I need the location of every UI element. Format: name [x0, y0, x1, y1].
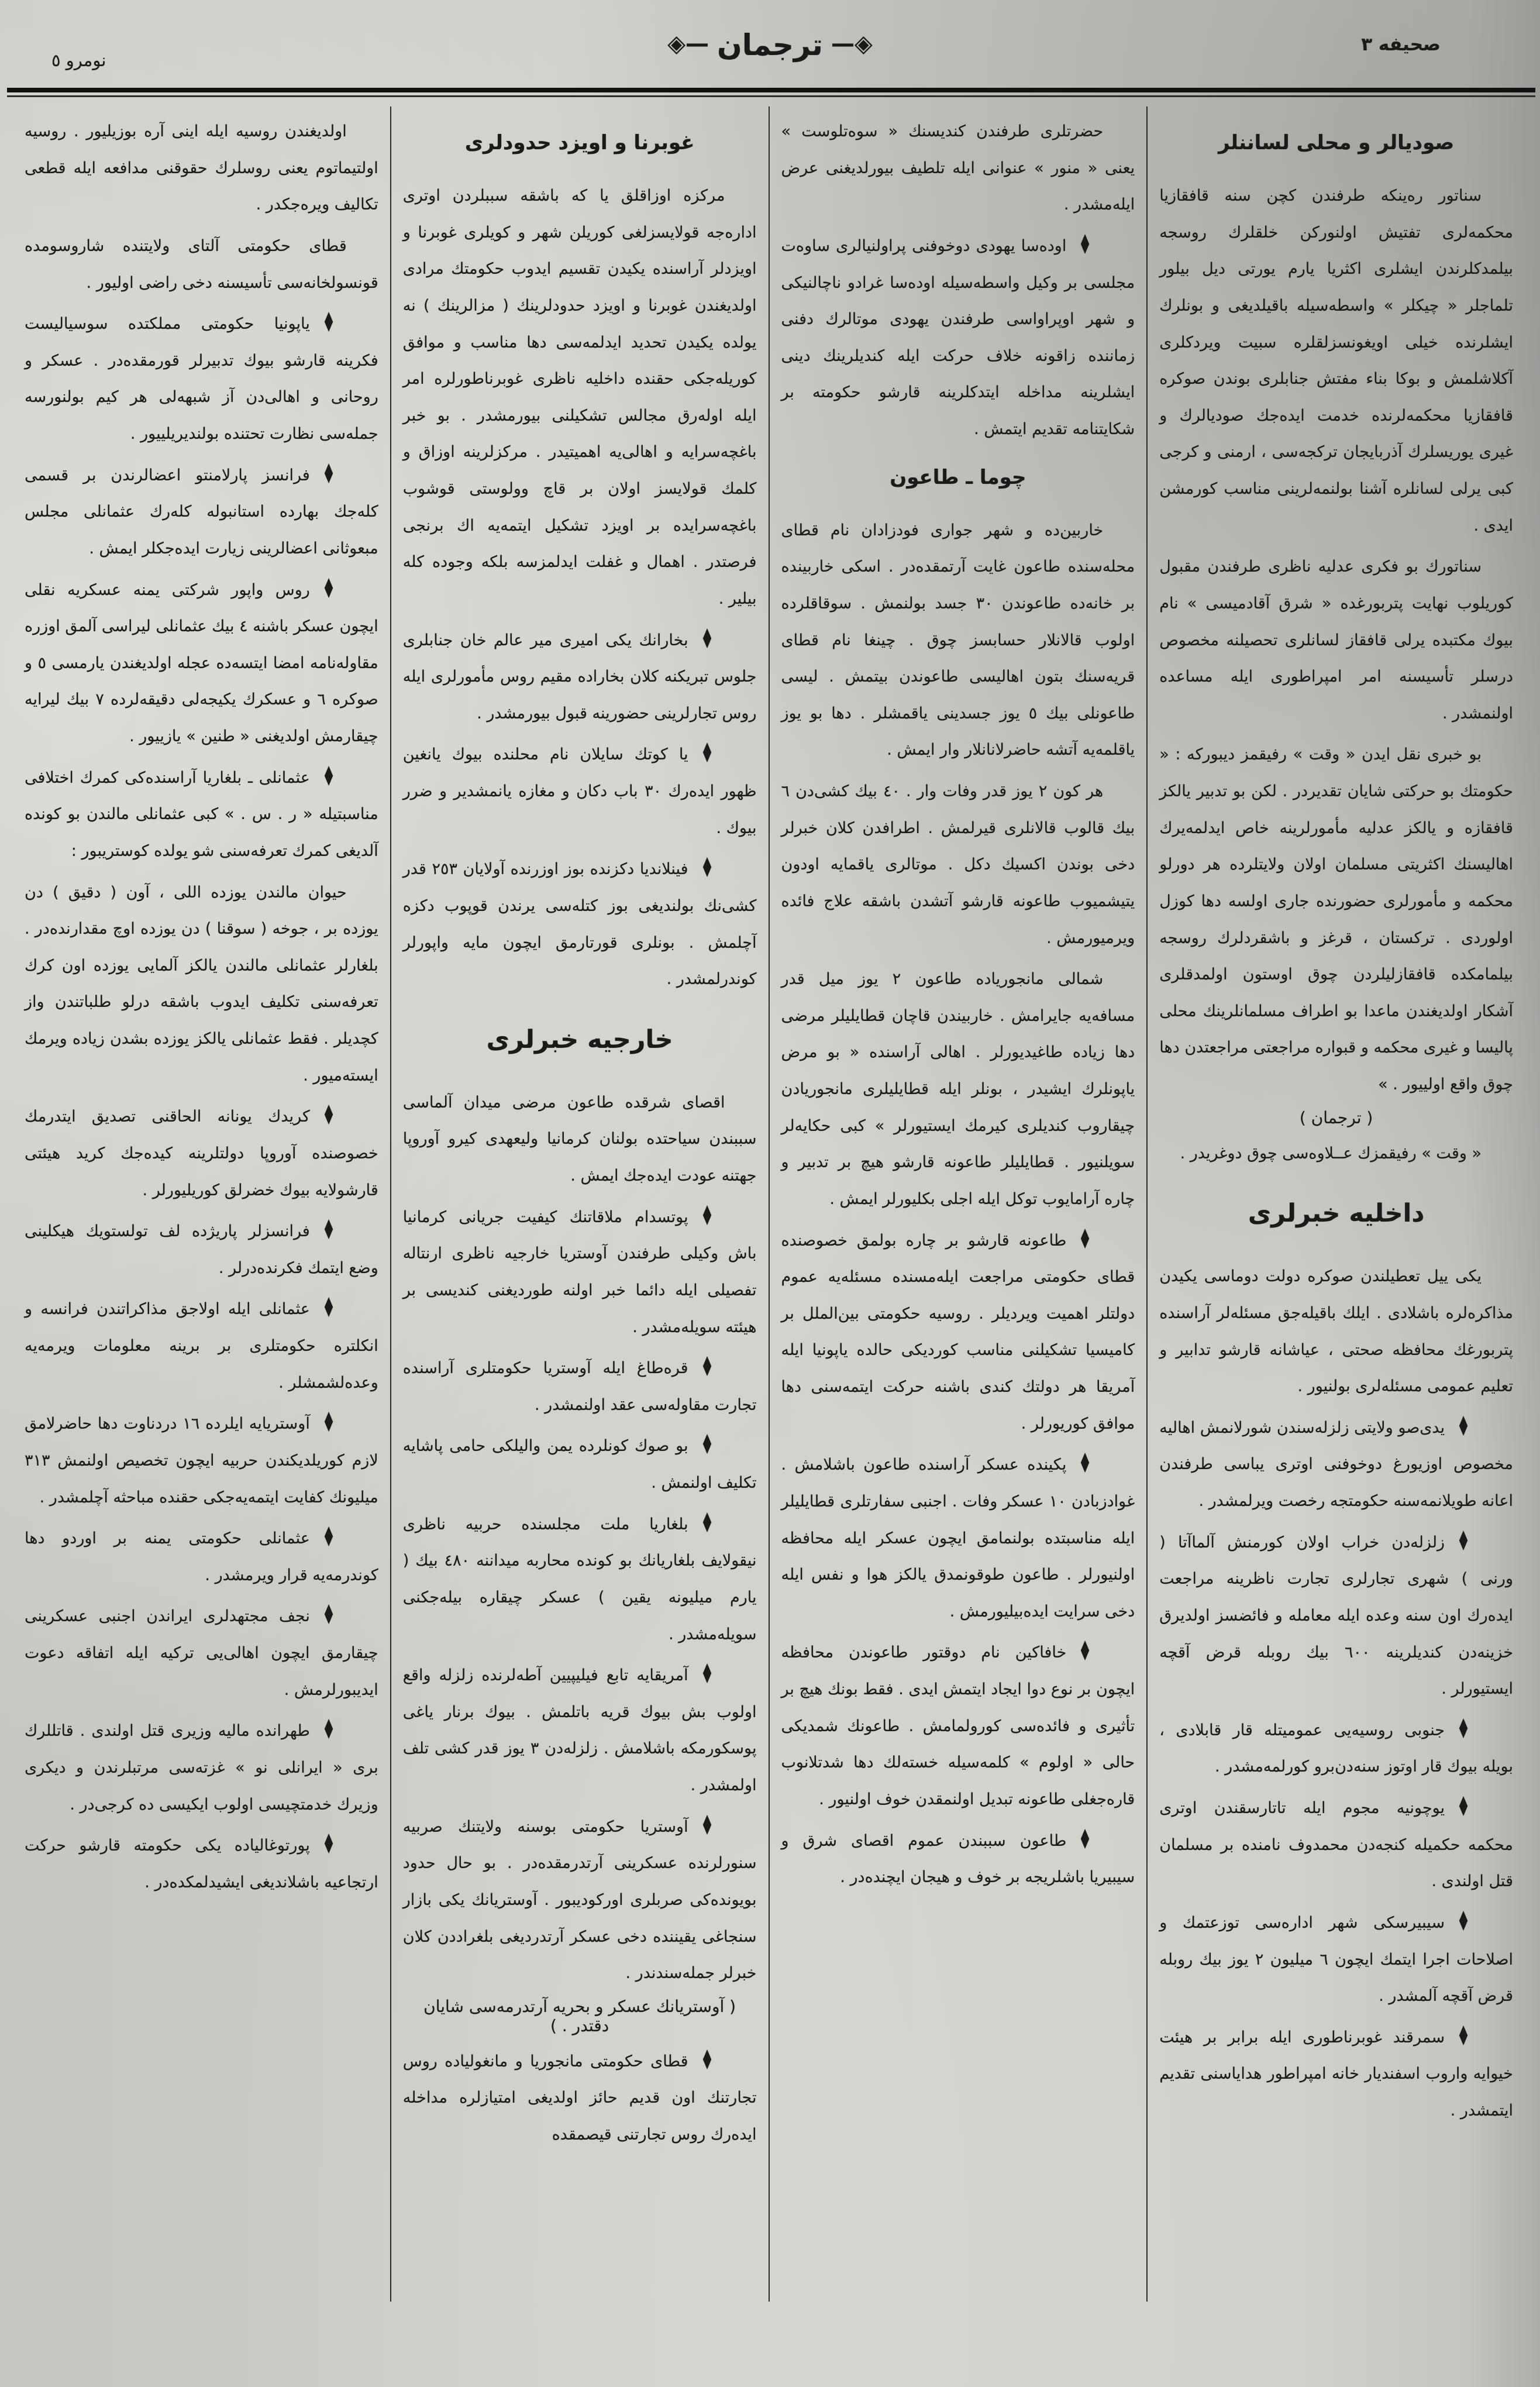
paragraph: ♦يا كوتك سايلان نام محلنده بيوك يانغين ظهور ايده‌رك ٣٠ باب دكان و مغازه يانمشدير و ضرر بيوك .	[402, 738, 757, 837]
diamond-marker-icon: ♦	[700, 1659, 714, 1691]
paragraph: ♦بلغاريا ملت مجلسنده حربيه ناظرى نيقولايف بلغاريانك بو كونده محاربه ميداننه ٤٨٠ بيك ( يارم ميليونه يقين ) عسكر چيقاره بيله‌جكنى سويلەمشدر .	[402, 1507, 757, 1643]
paragraph: ♦يدى‌صو ولايتى زلزله‌سندن شورلانمش اهاليه مخصوص اوزيورغ دوخوفنى اوترى يباسى طرفندن اعانه طويلانمه‌سنه حكومتجه رخصت ويرلمشدر .	[1159, 1411, 1513, 1510]
diamond-marker-icon: ♦	[322, 1100, 336, 1132]
paragraph: ♦زلزله‌دن خراب اولان كورمنش آلماآتا ( ورنى ) شهرى تجارلرى تجارت ناظرينه مراجعت ايده‌رك اون سنه وعده ايله معامله و فائضسز اولديرق خزينه‌دن كنديلرينه ٦٠٠ بيك روبله قرض آقچه ايستيورلر .	[1159, 1525, 1514, 1698]
diamond-marker-icon: ♦	[322, 1600, 336, 1632]
diamond-marker-icon: ♦	[322, 1829, 336, 1861]
masthead-ornament-left-icon: —◈	[667, 30, 709, 57]
diamond-marker-icon: ♦	[1078, 1824, 1092, 1856]
diamond-marker-icon: ♦	[322, 1522, 336, 1554]
paragraph: ♦روس واپور شركتى يمنه عسكريه نقلى ايچون عسكر باشنه ٤ بيك عثمانلى ليراسى آلمق اوزره مقاوله‌نامه امضا ايتسه‌ده عجله اولديغندن يارمسى ٥ و صوكره ٦ و عسكرك يكيجه‌لى دقيقه‌لرده ٧ بيك ليرايه چيقارمش اولديغنى « طنين » يازييور .	[25, 573, 378, 745]
diamond-marker-icon: ♦	[322, 573, 336, 605]
diamond-marker-icon: ♦	[700, 2044, 714, 2077]
paragraph: اقصاى شرقده طاعون مرضى ميدان آلماسى سببندن سياحتده بولنان كرمانيا وليعهدى كيرو آوروپا جهتنه عودت ايده‌جك ايمش .	[402, 1093, 757, 1185]
paragraph: ♦آمريقايه تابع فيليپيين آطه‌لرنده زلزله واقع اولوب بش بيوك قريه باتلمش . بيوك برنار ياغى پوسكورمكه باشلامش . زلزله‌دن ٣ يوز قدر كشى تلف اولمشدر .	[402, 1659, 757, 1794]
paragraph: يكى ييل تعطيلندن صوكره دولت دوماسى يكيدن مذاكره‌لره باشلادى . ايلك باقيله‌جق مسئله‌لر آراسنده پتربورغك محافظه صحتى ، عياشانه قارشو تدابير و تعليم عمومى مسئله‌لرى بولنيور .	[1159, 1267, 1513, 1396]
section-heading: داخليه خبرلرى	[1248, 1199, 1425, 1229]
masthead-title: ترجمان	[717, 28, 823, 62]
paragraph: « وقت » رفيقمزك عــلاوه‌سى چوق دوغريدر .	[1180, 1144, 1482, 1162]
diamond-marker-icon: ♦	[1456, 1791, 1470, 1824]
diamond-marker-icon: ♦	[1456, 1906, 1470, 1938]
diamond-marker-icon: ♦	[1078, 1636, 1092, 1668]
diamond-marker-icon: ♦	[322, 1215, 336, 1247]
paragraph: ♦فرانسزلر پاريژده لف تولستويك هيكلينى وضع ايتمك فكرنده‌درلر .	[25, 1215, 378, 1277]
paragraph: مركزه اوزاقلق يا كه باشقه سببلردن اوترى اداره‌جه قولايسزلغى كوريلن شهر و كويلرى غوبرنا و اويزدلر آراسنده يكيدن تقسيم ايدوب حكومتك مرادى اولديغندن غوبرنا و اويزد حدودلرينك ( مزالرينك ) نه يولده يكيدن تحديد ايدلمه‌سى دها مناسب و موافق كوريله‌جكى حقنده داخليه ناظرى غوبرناطورلره امر ايله اولەرق مجالس تشكيلنى بيورمشدر . بو خبر باغچه‌سرايه و اهالى‌يه اهميتيدر . مركزلرينه اوزاق و كلمك قولايسز اولان بر قاچ وولوستى قوشوب باغچه‌سرايده بر اويزد تشكيل ايتمه‌يه اك برنجى فرصتدر . اهمال و غفلت ايدلمزسه بلكه وجوده كله بيلير .	[402, 187, 757, 608]
section-heading: خارجيه خبرلرى	[486, 1024, 673, 1054]
paragraph: ♦نجف مجتهدلرى ايراندن اجنبى عسكرينى چيقارمق ايچون اهالى‌يى تركيه ايله اتفاقه دعوت ايديبورلرمش .	[25, 1600, 378, 1699]
paragraph: ♦آوستريا حكومتى بوسنه ولايتنك صربيه سنورلرنده عسكرينى آرتدرمقده‌در . بو حال حدود بويونده‌كى صربلرى اوركوديبور . آوستريانك يكى بازار سنجاغى يقيننده دخى عسكر آرتدرديغى بلغراددن كلان خبرلر جمله‌سندندر .	[402, 1810, 757, 1983]
paragraph: ♦كريدك يونانه الحاقنى تصديق ايتدرمك خصوصنده آوروپا دولتلرينه كيده‌جك كريد هيئتى قارشولايه بيوك خضرلق كوريليورلر .	[25, 1100, 378, 1199]
article-heading: صوديالر و محلى لساننلر	[1218, 131, 1455, 154]
diamond-marker-icon: ♦	[700, 738, 714, 770]
paragraph: هر كون ٢ يوز قدر وفات وار . ٤٠ بيك كشى‌دن ٦ بيك قالوب قالانلرى قيرلمش . اطرافدن كلان خبرلر دخى بوندن اكسيك دكل . موتالرى ياقمايه اودون يتيشميوب طاعونه قارشو آتشدن باشقه علاج فائده ويرميورمش .	[781, 782, 1135, 947]
diamond-marker-icon: ♦	[700, 852, 714, 885]
paragraph: ♦خافاكين نام دوقتور طاعوندن محافظه ايچون بر نوع دوا ايجاد ايتمش ايدى . فقط بونك هيچ بر تأثيرى و فائده‌سى كورولمامش . طاعونك شمديكى حالى « اولوم » كلمه‌سيله خسته‌لك دها شدتلانوب قارەجغلى طاعونه تبديل اولنمقدن خوف اولنيور .	[781, 1636, 1135, 1808]
paragraph: شمالى مانجورياده طاعون ٢ يوز ميل قدر مسافه‌يه جايرامش . خاربيندن قاچان قطايليلر مرضى دها زياده طاغيديورلر . اهالى آراسنده « بو مرض ياپونلرك ايشيدر ، بونلر ايله قطايليلرى مانجوريادن چيقاروب كنديلرى كيرمك ايستيورلر » كبى حكايه‌لر سويلنيور . قطايليلر طاعونه قارشو هيچ بر تدبير و چاره آرامايوب توكل ايله اجلى بكليورلر ايمش .	[781, 970, 1135, 1208]
paragraph: ♦آوستريايه ايلرده ١٦ دردناوت دها حاضرلامق لازم كوريلديكندن حربيه ايچون تخصيص اولنمش ٣١٣ ميليونك كفايت ايتمه‌يه‌جكى حقنده مباحثه آچلمشدر .	[25, 1407, 378, 1507]
article-heading: چوما ـ طاعون	[890, 465, 1026, 489]
paragraph: ♦عثمانلى حكومتى يمنه بر اوردو دها كوندرمه‌يه قرار ويرمشدر .	[25, 1522, 378, 1584]
diamond-marker-icon: ♦	[322, 307, 336, 339]
diamond-marker-icon: ♦	[1456, 2020, 1470, 2053]
paragraph: ♦اودەسا يهودى دوخوفنى پراولنيالرى ساوەت مجلسى بر وكيل واسطه‌سيله اودەسا غرادو ناچالنيكى و شهر اوپراواسى طرفندن يهودى موتالرك دفنى زماننده زاقونه خلاف حركت ايله كنديلرينك دينى ايشلرينه مداخله ايتدكلرينه قارشو حكومته بر شكايتنامه تقديم ايتمش .	[781, 229, 1135, 438]
column-4-leftmost	[13, 104, 390, 2302]
paragraph: ♦قره‌طاغ ايله آوستريا حكومتلرى آراسنده تجارت مقاوله‌سى عقد اولنمشدر .	[402, 1351, 757, 1414]
page-number-label: صحيفه ٣	[1361, 34, 1441, 55]
header-rule	[7, 88, 1535, 97]
paragraph: ♦بخارانك يكى اميرى مير عالم خان جنابلرى جلوس تبريكنه كلان بخاراده مقيم روس مأمورلرى ايله روس تجارلرينى حضورينه قبول بيورمشدر .	[402, 623, 757, 723]
paragraph: ♦ياپونيا حكومتى مملكتده سوسياليست فكرينه قارشو بيوك تدبيرلر قورمقده‌در . عسكر و روحانى و اهالى‌دن آز شبهه‌لى هر كيم بولنورسه جمله‌سى نظارت تحتنده بولنديريلييور .	[25, 307, 378, 443]
masthead-row	[0, 0, 1540, 92]
masthead	[0, 28, 1540, 62]
diamond-marker-icon: ♦	[1456, 1411, 1470, 1443]
paragraph: ♦بو صوك كونلرده يمن واليلكى حامى پاشايه تكليف اولنمش .	[402, 1429, 757, 1492]
paragraph: قطاى حكومتى آلتاى ولايتنده شاروسومده قونسولخانه‌سى تأسيسنه دخى راضى اوليور .	[25, 236, 378, 292]
paragraph: ♦طاعون سببندن عموم اقصاى شرق و سيبيريا باشلريجه بر خوف و هيجان ايچنده‌در .	[781, 1824, 1135, 1887]
paragraph: اولديغندن روسيه ايله اينى آره بوزيليور . روسيه اولتيماتوم يعنى روسلرك حقوقنى مدافعه ايله قطعى تكاليف ويره‌جكدر .	[25, 122, 378, 214]
paragraph: ♦عثمانلى ـ بلغاريا آراسنده‌كى كمرك اختلافى مناسبتيله « ر . س . » كبى عثمانلى مالندن بو كونده آلديغى كمرك تعرفه‌سنى شو يولده كوستريبور :	[25, 761, 378, 860]
paragraph: ♦جنوبى روسيه‌يى عموميتله قار قابلادى ، بويله بيوك قار اوتوز سنه‌دن‌برو كورلمه‌مشدر .	[1159, 1713, 1513, 1776]
diamond-marker-icon: ♦	[700, 1200, 714, 1232]
column-divider	[1146, 106, 1148, 2302]
paragraph: ♦فينلانديا دكزنده بوز اوزرنده آولايان ٢٥٣ قدر كشى‌نك بولنديغى بوز كتله‌سى يرندن قوپوب دكزه آچلمش . بونلرى قورتارمق ايچون مايه واپورلر كوندرلمشدر .	[402, 852, 757, 989]
paragraph: ♦پكينده عسكر آراسنده طاعون باشلامش . غوادزبادن ١٠ عسكر وفات . اجنبى سفارتلرى قطايليلر ايله مناسبتده بولنمامق ايچون عسكر ايله محافظه اولنيورلر . طاعون طوقونمدق يالكز هوا و نفس ايله دخى سرايت ايده‌بيليورمش .	[781, 1448, 1135, 1621]
column-3	[391, 104, 769, 2302]
column-divider	[769, 106, 770, 2302]
diamond-marker-icon: ♦	[322, 458, 336, 490]
paragraph: ♦سيبيرسكى شهر اداره‌سى توزعتمك و اصلاحات اجرا ايتمك ايچون ٦ ميليون ٢ يوز بيك روبله قرض آقچه آلمشدر .	[1159, 1906, 1514, 2006]
centered-line: ( آوستريانك عسكر و بحريه آرتدرمه‌سى شايان دقتدر . )	[423, 1996, 736, 2035]
paragraph: ♦طهرانده ماليه وزيرى قتل اولندى . قاتللرك برى « ايرانلى نو » غزته‌سى مرتبلرندن و ديكرى وزيرك خدمتچيسى اولوب ايكيسى ده كرجى‌در .	[25, 1714, 378, 1814]
column-2	[770, 104, 1147, 2302]
paragraph: ♦پوتسدام ملاقاتنك كيفيت جريانى كرمانيا باش وكيلى طرفندن آوستريا خارجيه ناظرى ارنتاله تفصيلى ايله دائما خبر اولنه طورديغنى كنديسى بر هيئته سويلەمشدر .	[402, 1200, 757, 1336]
diamond-marker-icon: ♦	[1456, 1713, 1470, 1746]
column-divider	[390, 106, 391, 2302]
diamond-marker-icon: ♦	[700, 1810, 714, 1842]
diamond-marker-icon: ♦	[322, 761, 336, 793]
paragraph: ♦پورتوغالياده يكى حكومته قارشو حركت ارتجاعيه باشلانديغى ايشيدلمكده‌در .	[25, 1829, 378, 1891]
paragraph: ♦طاعونه قارشو بر چاره بولمق خصوصنده قطاى حكومتى مراجعت ايله‌مسنده مسئله‌يه عموم دولتلر اهميت ويرديلر . روسيه حكومتى بين‌الملل بر كاميسيا تشكيلنى مناسب كورديكى حالده ياپونيا ايله آمريقا هر دولتك كندى باشنه حركت ايتمه‌سنى دها موافق كوريورلر .	[781, 1223, 1135, 1433]
paragraph: ♦فرانسز پارلامنتو اعضالرندن بر قسمى كله‌جك بهارده استانبوله كله‌رك عثمانلى مجلس مبعوثانى اعضالرينى زيارت ايده‌جكلر ايمش .	[25, 458, 378, 558]
masthead-ornament-right-icon: ◈—	[831, 30, 873, 57]
column-1-rightmost	[1148, 104, 1525, 2302]
paragraph: سناتور رەينكه طرفندن كچن سنه قافقازيا محكمه‌لرى تفتيش اولنوركن خلقلرك روسجه بيلمدكلرندن ايشلرى اكثريا يارم يورتى ديل بيلور تلماجلر « چيكلر » واسطه‌سيله باقيلديغى و بونلرك ايشلرنده خيلى اويغونسزلقلره سبيت ويردكلرى آكلاشلمش و بوكا بناء مفتش جنابلرى بوندن صوكره قافقازيا محكمه‌لرنده خدمت ايده‌جك صوديالرك و غيرى يوريسلرك آذربايجان تركجه‌سى ، ارمنى و كرجى كبى يرلى لسانلره آشنا بولنمه‌لرينى مناسب كورمشن ايدى .	[1159, 187, 1513, 535]
article-heading: غوبرنا و اويزد حدودلرى	[464, 131, 695, 154]
diamond-marker-icon: ♦	[1078, 229, 1092, 262]
paragraph: ♦يوچونيه مجوم ايله تاتارسقندن اوترى محكمه حكميله كنجه‌دن محمدوف نامنده بر مسلمان قتل اولندى .	[1159, 1791, 1513, 1891]
diamond-marker-icon: ♦	[700, 1429, 714, 1461]
paragraph: ♦سمرقند غوبرناطورى ايله برابر بر هيئت خيوايه واروب اسفنديار خانه امپراطور هداياسنى تقديم ايتمشدر .	[1159, 2020, 1513, 2120]
diamond-marker-icon: ♦	[322, 1407, 336, 1439]
newspaper-columns	[13, 104, 1525, 2302]
paragraph: خاربين‌ده و شهر جوارى فودزادان نام قطاى محله‌سنده طاعون غايت آرتمقده‌در . اسكى خاربينده بر خانه‌ده طاعوندن ٣٠ جسد بولنمش . سوقاقلرده اولوب قالانلار حسابسز چوق . چينغا نام قطاى قريه‌سنك بتون اهاليسى طاعوندن بيتمش . ليسى طاعونلى بيك ٥ يوز جسدينى ياقمشلر . دها بو يوز ياقلمه‌يه آتشه حاضرلانانلار وار ايمش .	[781, 521, 1135, 759]
diamond-marker-icon: ♦	[322, 1714, 336, 1746]
issue-number-label: نومرو ٥	[51, 50, 106, 70]
paragraph: ♦قطاى حكومتى مانجوريا و مانغولياده روس تجارتنك اون قديم حائز اولديغى امتيازلره مداخله ايده‌رك روس تجارتنى قيصمقده	[402, 2044, 757, 2144]
paragraph: سناتورك بو فكرى عدليه ناظرى طرفندن مقبول كوريلوب نهايت پتربورغده « شرق آقادميسى » نام بيوك مكتبده يرلى قافقاز لسانلرى تحصيلنه مخصوص درسلر تأسيسنه امر امپراطورى ايله مساعده اولنمشدر .	[1159, 558, 1513, 723]
paragraph: بو خبرى نقل ايدن « وقت » رفيقمز ديبوركه : « حكومتك بو حركتى شايان تقديردر . لكن بو تدبير يالكز قافقازه و يالكز عدليه مأمورلرينه خاص ايدلمه‌يرك اهاليسنك اكثريتى مسلمان اولان ولايتلرده هر دورلو محكمه و مأمورلرى حضورنده جارى اولسه دها كوزل اولوردى . تركستان ، قرغز و باشقردلرك روسجه بيلمامكده قافقازليلردن چوق اوستون اولمدقلرى آشكار اولديغندن ماعدا بو اطراف مسلمانلرينك محلى پاليسا و غيرى محكمه و قبواره مراجعتى مراجعتدن دها چوق واقع اولييور . »	[1159, 745, 1513, 1093]
centered-line: ( ترجمان )	[1299, 1107, 1373, 1127]
diamond-marker-icon: ♦	[1456, 1525, 1470, 1557]
paragraph: حيوان مالندن يوزده اللى ، آون ( دقيق ) دن يوزده بر ، جوخه ( سوقنا ) دن يوزده اوچ مقدارنده‌در . بلغارلر عثمانلى مالندن يالكز آلمايى يوزده اون كرك تعرفه‌سنى تكليف ايدوب باشقه درلو طلباتندن واز كچديلر . فقط عثمانلى يالكز يوزده بشدن زياده ويرمك ايسته‌ميور .	[25, 883, 378, 1085]
paragraph: حضرتلرى طرفندن كنديسنك « سوەتلوست » يعنى « منور » عنوانى ايله تلطيف بيورلديغنى عرض ايله‌مشدر .	[781, 122, 1135, 214]
diamond-marker-icon: ♦	[1078, 1448, 1092, 1480]
diamond-marker-icon: ♦	[322, 1292, 336, 1325]
paragraph: ♦عثمانلى ايله اولاجق مذاكراتندن فرانسه و انكلتره حكومتلرى بر برينه معلومات ويرمه‌يه وعده‌لشمشلر .	[25, 1292, 378, 1392]
diamond-marker-icon: ♦	[1078, 1223, 1092, 1256]
diamond-marker-icon: ♦	[700, 1351, 714, 1384]
diamond-marker-icon: ♦	[700, 623, 714, 655]
diamond-marker-icon: ♦	[700, 1507, 714, 1539]
